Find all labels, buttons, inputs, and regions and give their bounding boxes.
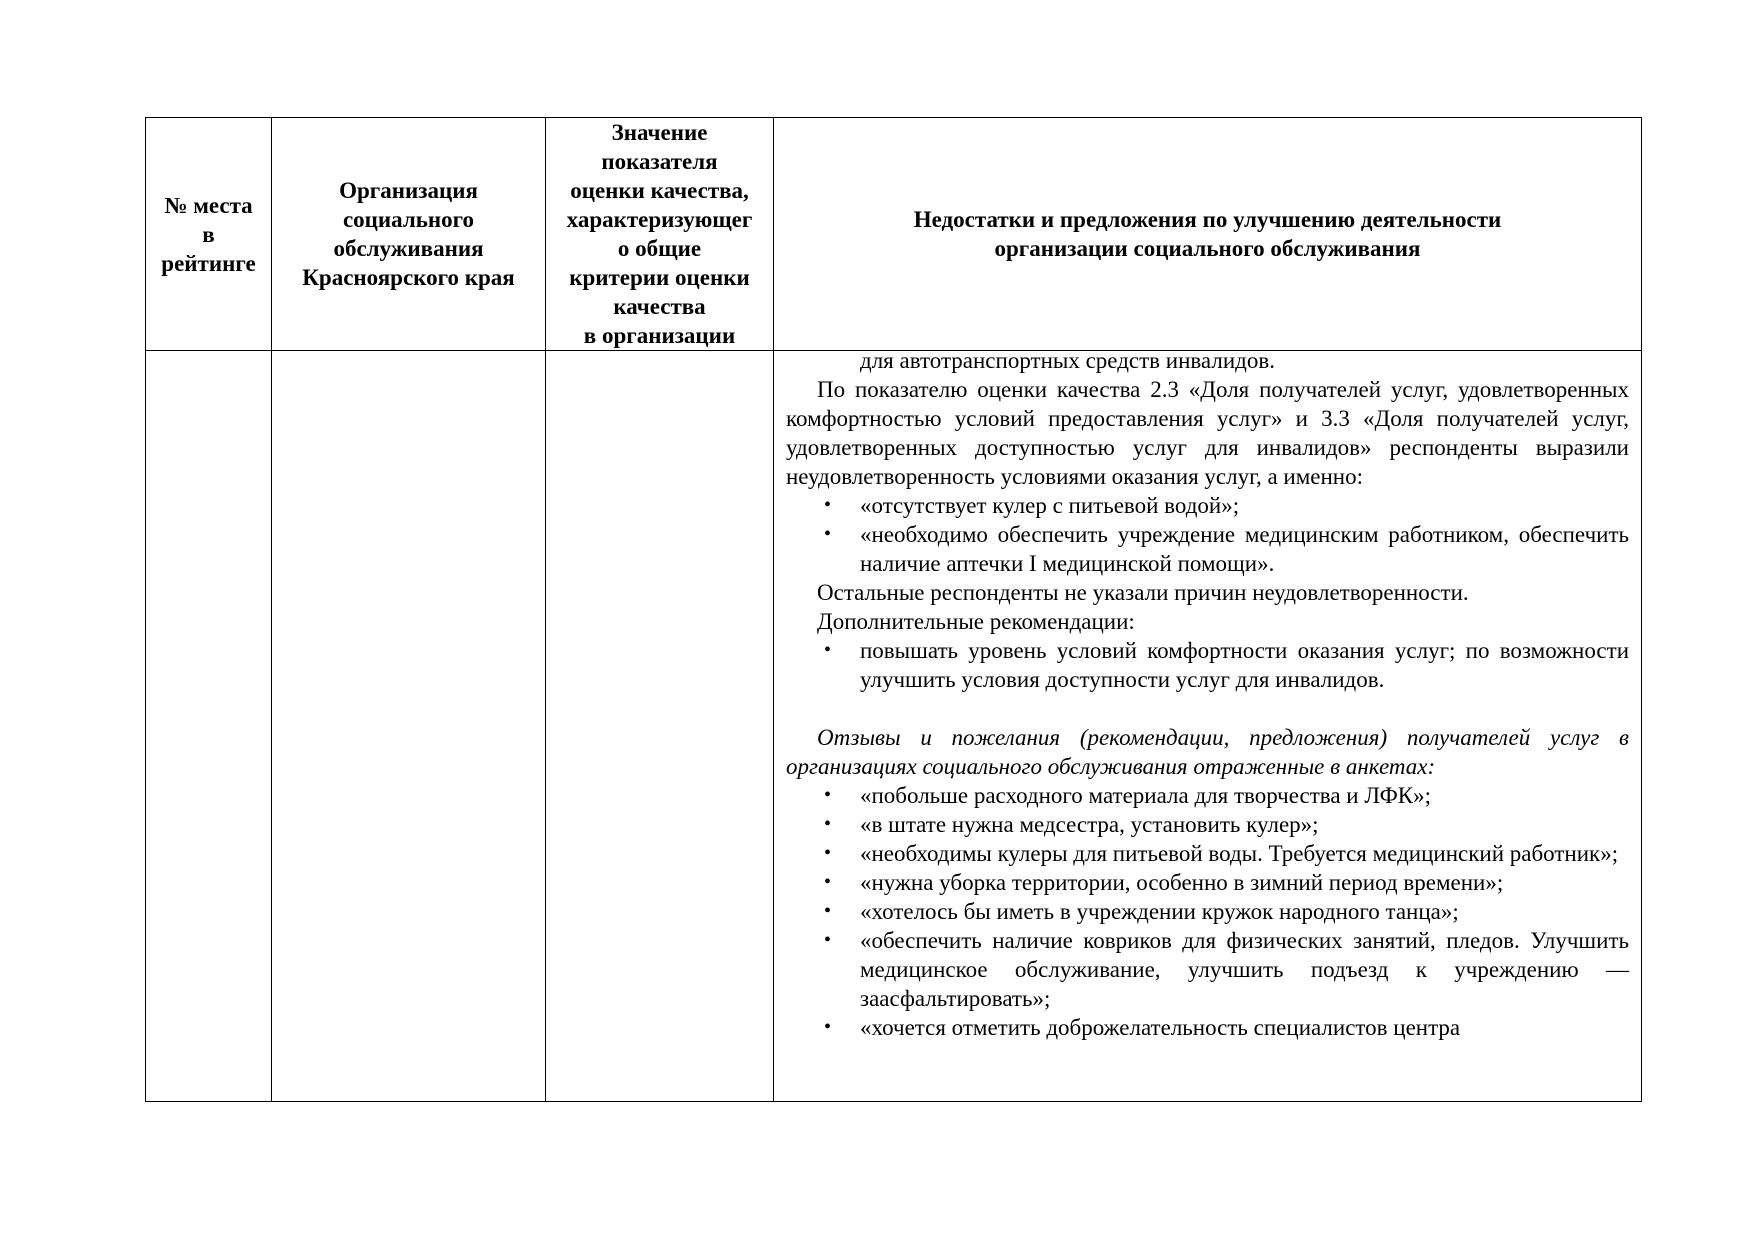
list-item: • «обеспечить наличие ковриков для физических занятий, пледов. Улучшить медицинское обслуживание, улучшить подъезд к учреждению — заасфальтировать»; bbox=[824, 928, 1629, 1011]
rating-table bbox=[145, 117, 1642, 1102]
cell-shortcomings bbox=[774, 351, 1642, 1102]
paragraph-indicator: По показателю оценки качества 2.3 «Доля получателей услуг, удовлетворенных комфортностью условий предоставления услуг» и 3.3 «Доля получателей услуг, удовлетворенных доступностью услуг для инвалидов» респонденты выразили неудовлетворенность условиями оказания услуг, а именно: bbox=[786, 377, 1629, 489]
list-item: • «побольше расходного материала для творчества и ЛФК»; bbox=[824, 783, 1432, 808]
list-item: • «необходимы кулеры для питьевой воды. Требуется медицинский работник»; bbox=[824, 841, 1619, 866]
bullet-icon: • bbox=[824, 900, 832, 922]
bullet-list-feedback bbox=[786, 781, 1629, 1042]
bullet-list-complaints bbox=[786, 491, 1629, 578]
bullet-icon: • bbox=[824, 813, 832, 835]
header-organization: Организация социального обслуживания Красноярского края bbox=[272, 118, 546, 351]
spacer bbox=[786, 694, 1629, 723]
list-item: • «хочется отметить доброжелательность специалистов центра bbox=[824, 1015, 1461, 1040]
list-item: • «нужна уборка территории, особенно в зимний период времени»; bbox=[824, 870, 1504, 895]
bullet-icon: • bbox=[824, 929, 832, 951]
cell-organization bbox=[272, 351, 546, 1102]
table-row bbox=[146, 351, 1642, 1102]
paragraph-other-respondents: Остальные респонденты не указали причин неудовлетворенности. bbox=[817, 580, 1469, 605]
paragraph-feedback-heading: Отзывы и пожелания (рекомендации, предложения) получателей услуг в организациях социального обслуживания отраженные в анкетах: bbox=[786, 725, 1629, 779]
bullet-icon: • bbox=[824, 1016, 832, 1038]
cell-place bbox=[146, 351, 272, 1102]
header-shortcomings: Недостатки и предложения по улучшению деятельности организации социального обслуживания bbox=[774, 118, 1642, 351]
list-item: • «отсутствует кулер с питьевой водой»; bbox=[824, 493, 1240, 518]
list-item: • «необходимо обеспечить учреждение медицинским работником, обеспечить наличие аптечки I медицинской помощи». bbox=[824, 522, 1629, 576]
bullet-icon: • bbox=[824, 523, 832, 545]
bullet-icon: • bbox=[824, 871, 832, 893]
continuation-text: для автотранспортных средств инвалидов. bbox=[860, 350, 1275, 373]
list-item: • «в штате нужна медсестра, установить кулер»; bbox=[824, 812, 1319, 837]
bullet-icon: • bbox=[824, 639, 832, 661]
bullet-icon: • bbox=[824, 784, 832, 806]
table-header-row bbox=[146, 118, 1642, 351]
header-place: № места в рейтинге bbox=[146, 118, 272, 351]
bullet-icon: • bbox=[824, 842, 832, 864]
paragraph-recommendations-heading: Дополнительные рекомендации: bbox=[817, 609, 1135, 634]
list-item: • «хотелось бы иметь в учреждении кружок народного танца»; bbox=[824, 899, 1459, 924]
list-item: • повышать уровень условий комфортности оказания услуг; по возможности улучшить условия доступности услуг для инвалидов. bbox=[824, 638, 1629, 692]
header-quality-value: Значение показателя оценки качества, характеризующег о общие критерии оценки качества в организации bbox=[546, 118, 774, 351]
bullet-icon: • bbox=[824, 494, 832, 516]
cell-value bbox=[546, 351, 774, 1102]
bullet-list-recommendations bbox=[786, 636, 1629, 694]
